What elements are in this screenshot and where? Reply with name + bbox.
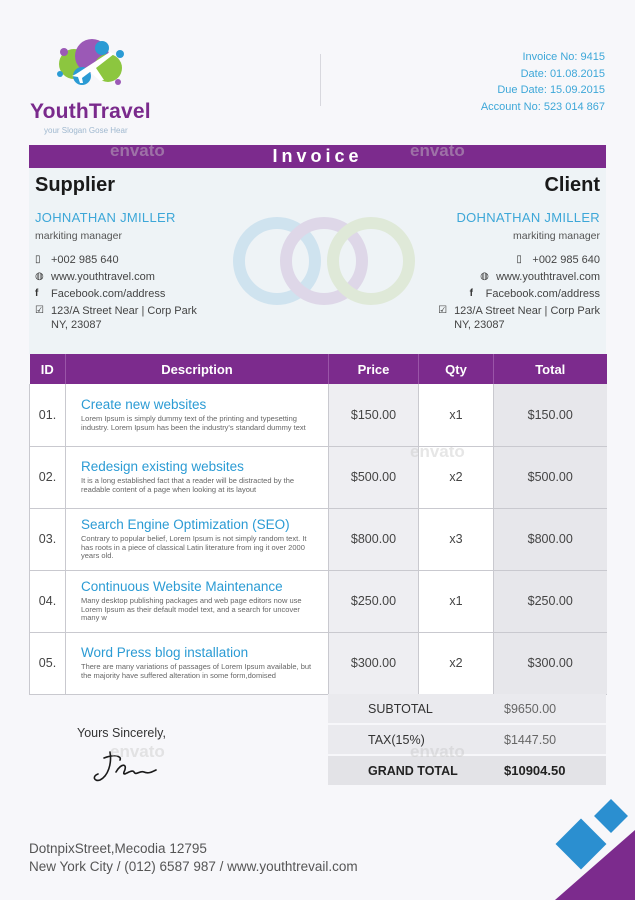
facebook-icon: f xyxy=(469,288,473,299)
tax-label: TAX(15%) xyxy=(368,732,425,747)
table-row xyxy=(30,384,607,446)
row-description xyxy=(66,632,329,694)
subtotal-label: SUBTOTAL xyxy=(368,701,433,716)
client-heading: Client xyxy=(544,174,600,196)
totals-block xyxy=(328,694,606,787)
client-facebook-row xyxy=(360,287,600,301)
client-web: www.youthtravel.com xyxy=(496,271,600,283)
column-header-qty: Qty xyxy=(419,354,494,384)
watermark: envato xyxy=(410,141,465,160)
supplier-heading: Supplier xyxy=(35,174,116,196)
row-id: 01. xyxy=(30,384,66,446)
item-text: Lorem Ipsum is simply dummy text of the printing and typesetting industry. Lorem Ipsum has been the industry's standard dummy text xyxy=(81,414,306,432)
table-row xyxy=(30,570,607,632)
client-address-line2: NY, 23087 xyxy=(454,319,505,331)
row-qty: x1 xyxy=(419,384,494,446)
row-total: $500.00 xyxy=(494,446,607,508)
table-row xyxy=(30,632,607,694)
item-title: Search Engine Optimization (SEO) xyxy=(81,517,290,533)
supplier-address-row xyxy=(35,304,275,332)
invoice-number: Invoice No: 9415 xyxy=(522,51,605,63)
supplier-web-row xyxy=(35,270,275,284)
supplier-web: www.youthtravel.com xyxy=(51,271,155,283)
item-text: It is a long established fact that a reader will be distracted by the readable content of a page when looking at its layout xyxy=(81,476,295,494)
globe-icon: ◍ xyxy=(35,271,44,282)
column-header-id: ID xyxy=(30,354,66,384)
watermark: envato xyxy=(410,742,465,761)
row-id: 02. xyxy=(30,446,66,508)
client-address-line1: 123/A Street Near | Corp Park xyxy=(454,305,600,317)
row-id: 05. xyxy=(30,632,66,694)
supplier-name: JOHNATHAN JMILLER xyxy=(35,210,176,225)
invoice-due-date: Due Date: 15.09.2015 xyxy=(497,84,605,96)
row-id: 04. xyxy=(30,570,66,632)
client-phone: +002 985 640 xyxy=(532,254,600,266)
row-price: $300.00 xyxy=(329,632,419,694)
client-web-row xyxy=(360,270,600,284)
tax-value: $1447.50 xyxy=(504,732,557,747)
logo xyxy=(30,34,170,139)
item-text: There are many variations of passages of Lorem Ipsum available, but the majority have suffered alteration in some form,domised xyxy=(81,662,312,680)
party-section xyxy=(29,168,606,354)
grand-total-row xyxy=(328,756,606,787)
table-row xyxy=(30,446,607,508)
tax-row xyxy=(328,725,606,756)
supplier-address-line1: 123/A Street Near | Corp Park xyxy=(51,305,197,317)
logo-splash-plane-icon xyxy=(52,34,132,94)
row-qty: x2 xyxy=(419,446,494,508)
item-title: Redesign existing websites xyxy=(81,459,244,475)
row-qty: x3 xyxy=(419,508,494,570)
footer-contact: New York City / (012) 6587 987 / www.youthtrevail.com xyxy=(29,859,358,874)
footer xyxy=(29,840,358,876)
row-description xyxy=(66,446,329,508)
facebook-icon: f xyxy=(35,288,39,299)
table-header-row xyxy=(30,354,607,384)
item-text: Contrary to popular belief, Lorem Ipsum is not simply random text. It has roots in a piece of classical Latin literature from ing it over 2000 years old. xyxy=(81,534,307,561)
supplier-facebook-row xyxy=(35,287,275,301)
closing-text: Yours Sincerely, xyxy=(77,726,166,740)
column-header-price: Price xyxy=(329,354,419,384)
row-qty: x2 xyxy=(419,632,494,694)
row-description xyxy=(66,508,329,570)
brand-name: YouthTravel xyxy=(30,100,151,123)
row-price: $800.00 xyxy=(329,508,419,570)
client-block xyxy=(360,174,600,332)
supplier-role: markiting manager xyxy=(35,230,122,242)
row-description xyxy=(66,384,329,446)
client-address-row xyxy=(360,304,600,332)
corner-decoration xyxy=(505,790,635,900)
row-price: $500.00 xyxy=(329,446,419,508)
item-title: Word Press blog installation xyxy=(81,645,249,661)
table-row xyxy=(30,508,607,570)
item-title: Create new websites xyxy=(81,397,207,413)
client-phone-row xyxy=(360,253,600,267)
watermark: envato xyxy=(110,141,165,160)
watermark: envato xyxy=(410,442,465,461)
row-price: $250.00 xyxy=(329,570,419,632)
column-header-total: Total xyxy=(494,354,607,384)
grand-total-value: $10904.50 xyxy=(504,763,566,778)
row-total: $150.00 xyxy=(494,384,607,446)
items-table xyxy=(29,354,607,695)
invoice-title: Invoice xyxy=(29,145,606,168)
invoice-account-number: Account No: 523 014 867 xyxy=(480,100,605,113)
column-header-description: Description xyxy=(66,354,329,384)
subtotal-row xyxy=(328,694,606,725)
item-text: Many desktop publishing packages and web page editors now use Lorem Ipsum as their default model text, and a search for uncover many w xyxy=(81,596,302,623)
supplier-facebook: Facebook.com/address xyxy=(51,288,166,300)
row-description xyxy=(66,570,329,632)
row-total: $250.00 xyxy=(494,570,607,632)
footer-address: DotnpixStreet,Mecodia 12795 xyxy=(29,841,207,856)
invoice-meta xyxy=(481,49,605,115)
supplier-phone-row xyxy=(35,253,275,267)
item-title: Continuous Website Maintenance xyxy=(81,579,283,595)
phone-icon: ▯ xyxy=(516,254,522,265)
row-total: $300.00 xyxy=(494,632,607,694)
row-qty: x1 xyxy=(419,570,494,632)
supplier-address-line2: NY, 23087 xyxy=(51,319,102,331)
subtotal-value: $9650.00 xyxy=(504,701,557,716)
client-role: markiting manager xyxy=(513,230,600,242)
row-id: 03. xyxy=(30,508,66,570)
supplier-block xyxy=(35,174,275,332)
invoice-date: Date: 01.08.2015 xyxy=(520,67,605,80)
row-price: $150.00 xyxy=(329,384,419,446)
location-icon: ☑ xyxy=(35,305,44,316)
header-divider xyxy=(320,54,321,106)
client-facebook: Facebook.com/address xyxy=(485,288,600,300)
supplier-phone: +002 985 640 xyxy=(51,254,119,266)
row-total: $800.00 xyxy=(494,508,607,570)
client-name: DOHNATHAN JMILLER xyxy=(456,210,600,225)
location-icon: ☑ xyxy=(438,305,448,316)
phone-icon: ▯ xyxy=(35,254,41,265)
globe-icon: ◍ xyxy=(480,271,489,282)
brand-slogan: your Slogan Gose Hear xyxy=(44,126,128,135)
grand-total-label: GRAND TOTAL xyxy=(368,763,458,778)
watermark: envato xyxy=(110,742,165,761)
